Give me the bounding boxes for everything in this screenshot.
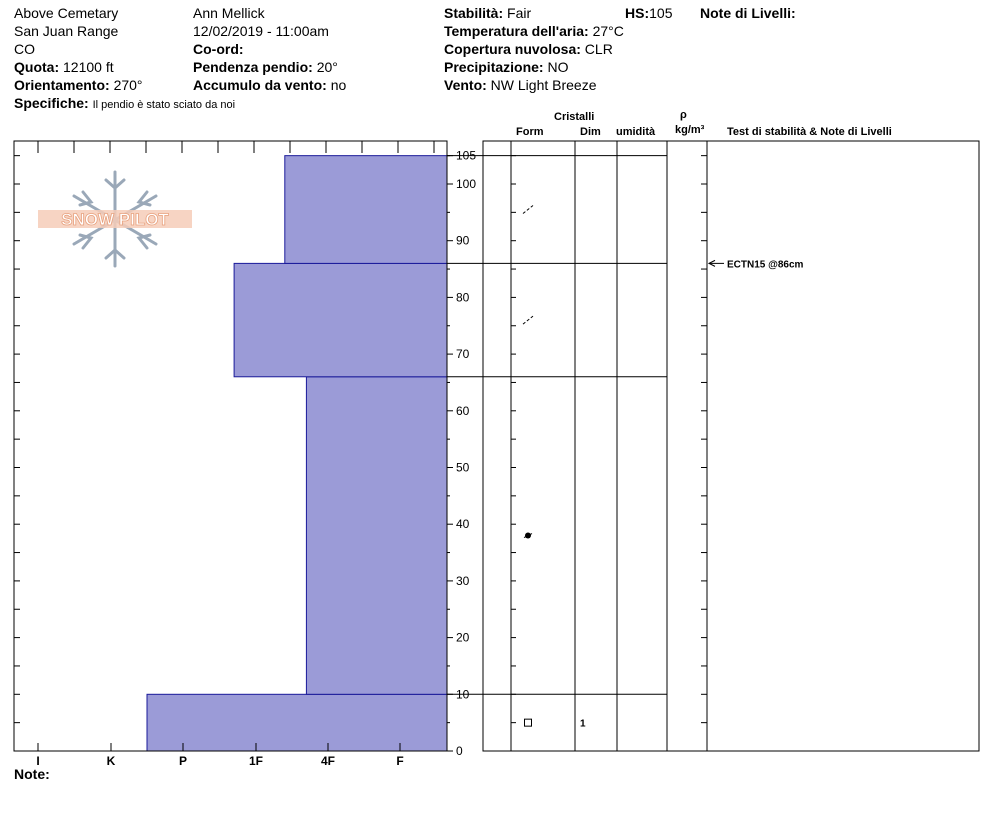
hardness-label-I: I (36, 754, 40, 768)
hardness-label-4F: 4F (320, 754, 336, 768)
layer-bar-0 (147, 694, 447, 751)
wind-value: NW Light Breeze (490, 77, 597, 93)
depth-label-60: 60 (456, 403, 470, 418)
aspect-label: Orientamento: (14, 77, 110, 93)
crystals-header: Cristalli (554, 111, 595, 123)
depth-label-105: 105 (456, 148, 477, 163)
size-header: Dim (580, 126, 601, 138)
moisture-header: umidità (616, 126, 656, 138)
sky-value: CLR (584, 41, 613, 57)
snowpilot-logo (36, 168, 194, 272)
notes-label: Note: (14, 766, 50, 782)
state-name: CO (14, 41, 35, 57)
hardness-label-1F: 1F (248, 754, 264, 768)
coord-label: Co-ord: (193, 41, 244, 57)
sky-label: Copertura nuvolosa: (444, 41, 581, 57)
grain-size-0: 1 (580, 718, 586, 730)
square-icon (525, 719, 532, 726)
density-rho-header: ρ (680, 109, 687, 121)
aspect-value: 270° (113, 77, 143, 93)
layer-bar-3 (285, 156, 447, 264)
layer-bar-2 (234, 263, 447, 376)
depth-label-0: 0 (456, 744, 463, 758)
slash-icon (523, 206, 533, 214)
wind-loading-value: no (330, 77, 347, 93)
depth-label-50: 50 (456, 460, 470, 475)
hardness-label-F: F (396, 754, 404, 768)
depth-label-80: 80 (456, 290, 470, 305)
hs-value: 105 (649, 5, 673, 21)
depth-label-40: 40 (456, 517, 470, 532)
observer-name: Ann Mellick (193, 5, 265, 21)
depth-label-30: 30 (456, 573, 470, 588)
depth-label-10: 10 (456, 687, 470, 702)
layer-bar-1 (306, 377, 447, 695)
depth-label-70: 70 (456, 347, 470, 362)
wind-label: Vento: (444, 77, 487, 93)
precip-label: Precipitazione: (444, 59, 544, 75)
hardness-label-P: P (178, 754, 188, 768)
slope-value: 20° (316, 59, 338, 75)
slash-icon (523, 316, 533, 324)
stability-label: Stabilità: (444, 5, 504, 21)
slope-label: Pendenza pendio: (193, 59, 313, 75)
stability-value: Fair (507, 5, 532, 21)
hardness-label-K: K (106, 754, 116, 768)
form-header: Form (516, 126, 544, 138)
range-name: San Juan Range (14, 23, 119, 39)
density-unit-header: kg/m³ (675, 124, 705, 136)
stability-notes-header: Test di stabilità & Note di Livelli (727, 126, 892, 138)
depth-label-20: 20 (456, 630, 470, 645)
elevation-label: Quota: (14, 59, 60, 75)
elevation-value: 12100 ft (63, 59, 114, 75)
precip-value: NO (547, 59, 569, 75)
depth-label-90: 90 (456, 233, 470, 248)
hs-label: HS: (625, 5, 650, 21)
wind-loading-label: Accumulo da vento: (193, 77, 327, 93)
logo-text: SNOW PILOT (61, 210, 169, 229)
obs-datetime: 12/02/2019 - 11:00am (193, 23, 329, 39)
test-label-0: ECTN15 @86cm (727, 259, 804, 271)
location-name: Above Cemetary (14, 5, 119, 21)
specifics-label: Specifiche: (14, 95, 89, 111)
air-temp-label: Temperatura dell'aria: (444, 23, 589, 39)
layer-notes-label: Note di Livelli: (700, 5, 796, 21)
depth-label-100: 100 (456, 177, 477, 191)
specifics-value: Il pendio è stato sciato da noi (92, 99, 236, 111)
air-temp-value: 27°C (592, 23, 624, 39)
